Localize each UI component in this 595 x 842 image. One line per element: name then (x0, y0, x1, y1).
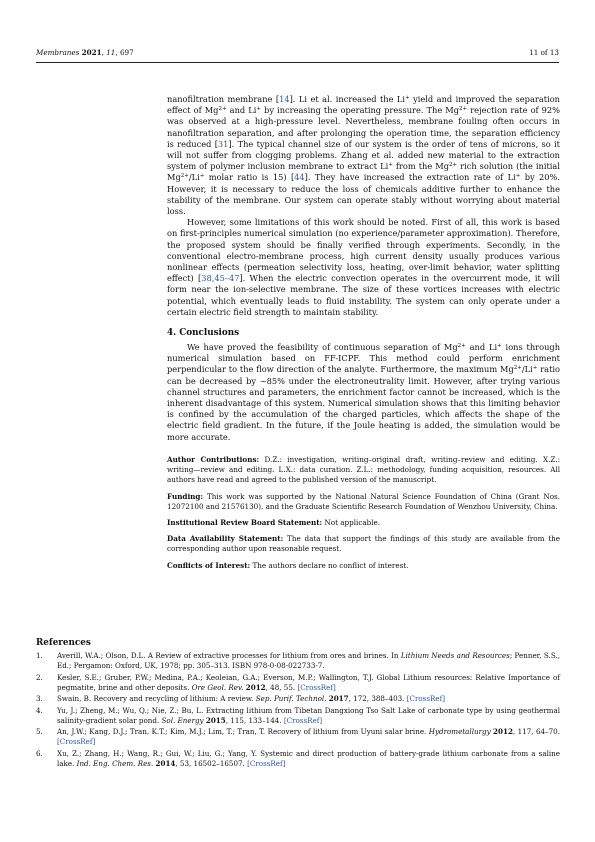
reference-item (36, 673, 560, 693)
reference-text: Kesler, S.E.; Gruber, P.W.; Medina, P.A.; Keoleian, G.A.; Everson, M.P.; Wallington, T.J. Global Lithium resources: Relative Importance of pegmatite, brine and other deposits. (57, 672, 560, 692)
crossref-link[interactable]: [CrossRef] (406, 694, 446, 704)
reference-text: Swain, B. Recovery and recycling of lithium: A review. (57, 694, 256, 704)
citation-link[interactable]: 38,45–47 (201, 273, 240, 284)
reference-text: ; Penner, S.S., Ed.; Pergamon: Oxford, UK, 1978; pp. 305–313. ISBN 978-0-08-022733-7. (57, 651, 560, 671)
references-title: References (36, 638, 91, 648)
reference-text: , 115, 133–144. (225, 715, 284, 725)
reference-text: Xu, Z.; Zhang, H.; Wang, R.; Gui, W.; Liu, G.; Yang, Y. Systemic and direct production of battery-grade lithium carbonate from a saline lake. (57, 748, 560, 768)
funding-statement: Funding: This work was supported by the National Natural Science Foundation of China (Grant Nos. 12072100 and 21576130), and the Graduate Scientific Research Foundation of Wenzhou University, China. (167, 491, 560, 511)
crossref-link[interactable]: [CrossRef] (283, 715, 323, 725)
header-rule (36, 62, 559, 63)
reference-year: 2017 (328, 694, 349, 704)
paragraph-discussion-1: nanofiltration membrane [14]. Li et al. increased the Li+ yield and improved the separation effect of $Mg^{2+}$ and Li+ by increasing the operating pressure. The $Mg^{2+}$ rejection rate of 92% was observed at a high-pressure level. Nevertheless, membrane fouling often occurs in nanofiltration separation, and after prolonging the operation time, the separation efficiency is reduced [31]. The typical channel size of our system is the order of tens of microns, so it will not suffer from clogging problems. Zhang et al. added new material to the extraction system of polymer inclusion membrane to extract Li+ from the $Mg^{2+}$ rich solution (the initial $Mg^{2+}/Li^+$ molar ratio is 15) [44]. They have increased the extraction rate of Li+ by 20%. However, it is necessary to reduce the loss of chemicals additive further to enhance the stability of the membrane. Our system can operate stably without worrying about material loss. (167, 94, 560, 217)
reference-number: 1. (36, 651, 43, 660)
reference-item (36, 749, 560, 769)
citation-link[interactable]: 44 (294, 172, 305, 183)
reference-text: , 53, 16502–16507. (175, 758, 248, 768)
reference-number: 4. (36, 705, 43, 715)
journal-citation: Membranes 2021, 11, 697 (36, 48, 134, 57)
crossref-link[interactable]: [CrossRef] (247, 758, 286, 768)
irb-statement: Institutional Review Board Statement: Not applicable. (167, 517, 381, 527)
paragraph-conclusions: We have proved the feasibility of continuous separation of $Mg^{2+}$ and Li+ ions through numerical simulation based on FF-ICPF. This method could perform enrichment perpendicular to the flow direction of the analyte. Furthermore, the maximum $Mg^{2+}/Li^+$ ratio can be decreased by ~85% under the electroneutrality limit. However, after trying various channel structures and parameters, the enrichment factor cannot be increased, which is the inherent disadvantage of this system. Numerical simulation shows that this limiting behavior is confined by the accumulation of the charged particles, which affects the shape of the electric field gradient. In the future, if the Joule heating is added, the simulation would be more accurate. (167, 342, 561, 442)
references-section (36, 638, 560, 770)
reference-text: , 172, 388–403. (348, 694, 407, 704)
reference-year: 2014 (155, 758, 176, 768)
journal-year: 2021 (81, 48, 102, 57)
reference-number: 2. (36, 672, 43, 682)
running-header (36, 48, 559, 57)
data-availability-statement: Data Availability Statement: The data that support the findings of this study are available from the corresponding author upon reasonable request. (167, 534, 560, 554)
reference-item (36, 727, 560, 747)
reference-journal: Sol. Energy (161, 715, 204, 725)
reference-number: 6. (36, 748, 43, 758)
reference-item (36, 706, 560, 726)
reference-journal: Hydrometallurgy (428, 727, 491, 737)
reference-text: , 117, 64–70. (512, 727, 560, 737)
reference-list (36, 651, 560, 769)
reference-year: 2012 (493, 727, 513, 737)
crossref-link[interactable]: [CrossRef] (297, 682, 336, 692)
author-contributions: Author Contributions: D.Z.: investigation, writing–original draft, writing–review and editing. X.Z.: writing—review and editing. L.X.: data curation. Z.L.: methodology, funding acquisition, resources. All authors have read and agreed to the published version of the manuscript. (167, 454, 561, 485)
reference-item (36, 651, 560, 671)
reference-text: An, J.W.; Kang, D.J.; Tran, K.T.; Kim, M.J.; Lim, T.; Tran, T. Recovery of lithium from Uyuni salar brine. (57, 727, 429, 737)
reference-text: , 48, 55. (265, 682, 298, 692)
reference-number: 3. (36, 694, 43, 704)
reference-number: 5. (36, 727, 43, 737)
main-text-column (167, 94, 560, 577)
reference-year: 2015 (205, 715, 226, 725)
journal-volume: 11 (106, 48, 116, 57)
reference-year: 2012 (245, 682, 266, 692)
citation-link[interactable]: 31 (217, 138, 229, 149)
reference-journal: Lithium Needs and Resources (400, 651, 510, 660)
reference-text: Yu, J.; Zheng, M.; Wu, Q.; Nie, Z.; Bu, L. Extracting lithium from Tibetan Dangxiong Tso Salt Lake of carbonate type by using geothermal salinity-gradient solar pond. (57, 705, 560, 725)
reference-journal: Sep. Purif. Technol. (255, 694, 327, 704)
article-number: 697 (119, 48, 134, 57)
crossref-link[interactable]: [CrossRef] (57, 737, 96, 747)
conflicts-of-interest: Conflicts of Interest: The authors declare no conflict of interest. (167, 560, 409, 570)
paragraph-discussion-2: However, some limitations of this work should be noted. First of all, this work is based on first-principles numerical simulation (no experience/parameter approximation). Therefore, the proposed system should be finally verified through experiments. Secondly, in the conventional electro-membrane process, high current density usually produces various nonlinear effects (permeation selectivity loss, heating, over-limit behavior, water splitting effect) [38,45–47]. When the electric convection operates in the overcurrent mode, it will form near the ion-selective membrane. The size of these vortices increases with electric potential, which eventually leads to fluid instability. The system can only operate under a certain electric field strength to maintain stability. (167, 217, 560, 317)
journal-name: Membranes (36, 48, 80, 57)
reference-journal: Ore Geol. Rev. (191, 682, 244, 692)
page-number: 11 of 13 (529, 48, 559, 57)
reference-item (36, 694, 560, 704)
reference-journal: Ind. Eng. Chem. Res. (76, 758, 154, 768)
citation-link[interactable]: 14 (279, 94, 290, 104)
reference-text: Averill, W.A.; Olson, D.L. A Review of extractive processes for lithium from ores and brines. In (57, 651, 401, 660)
section-title-conclusions: 4. Conclusions (167, 328, 240, 339)
